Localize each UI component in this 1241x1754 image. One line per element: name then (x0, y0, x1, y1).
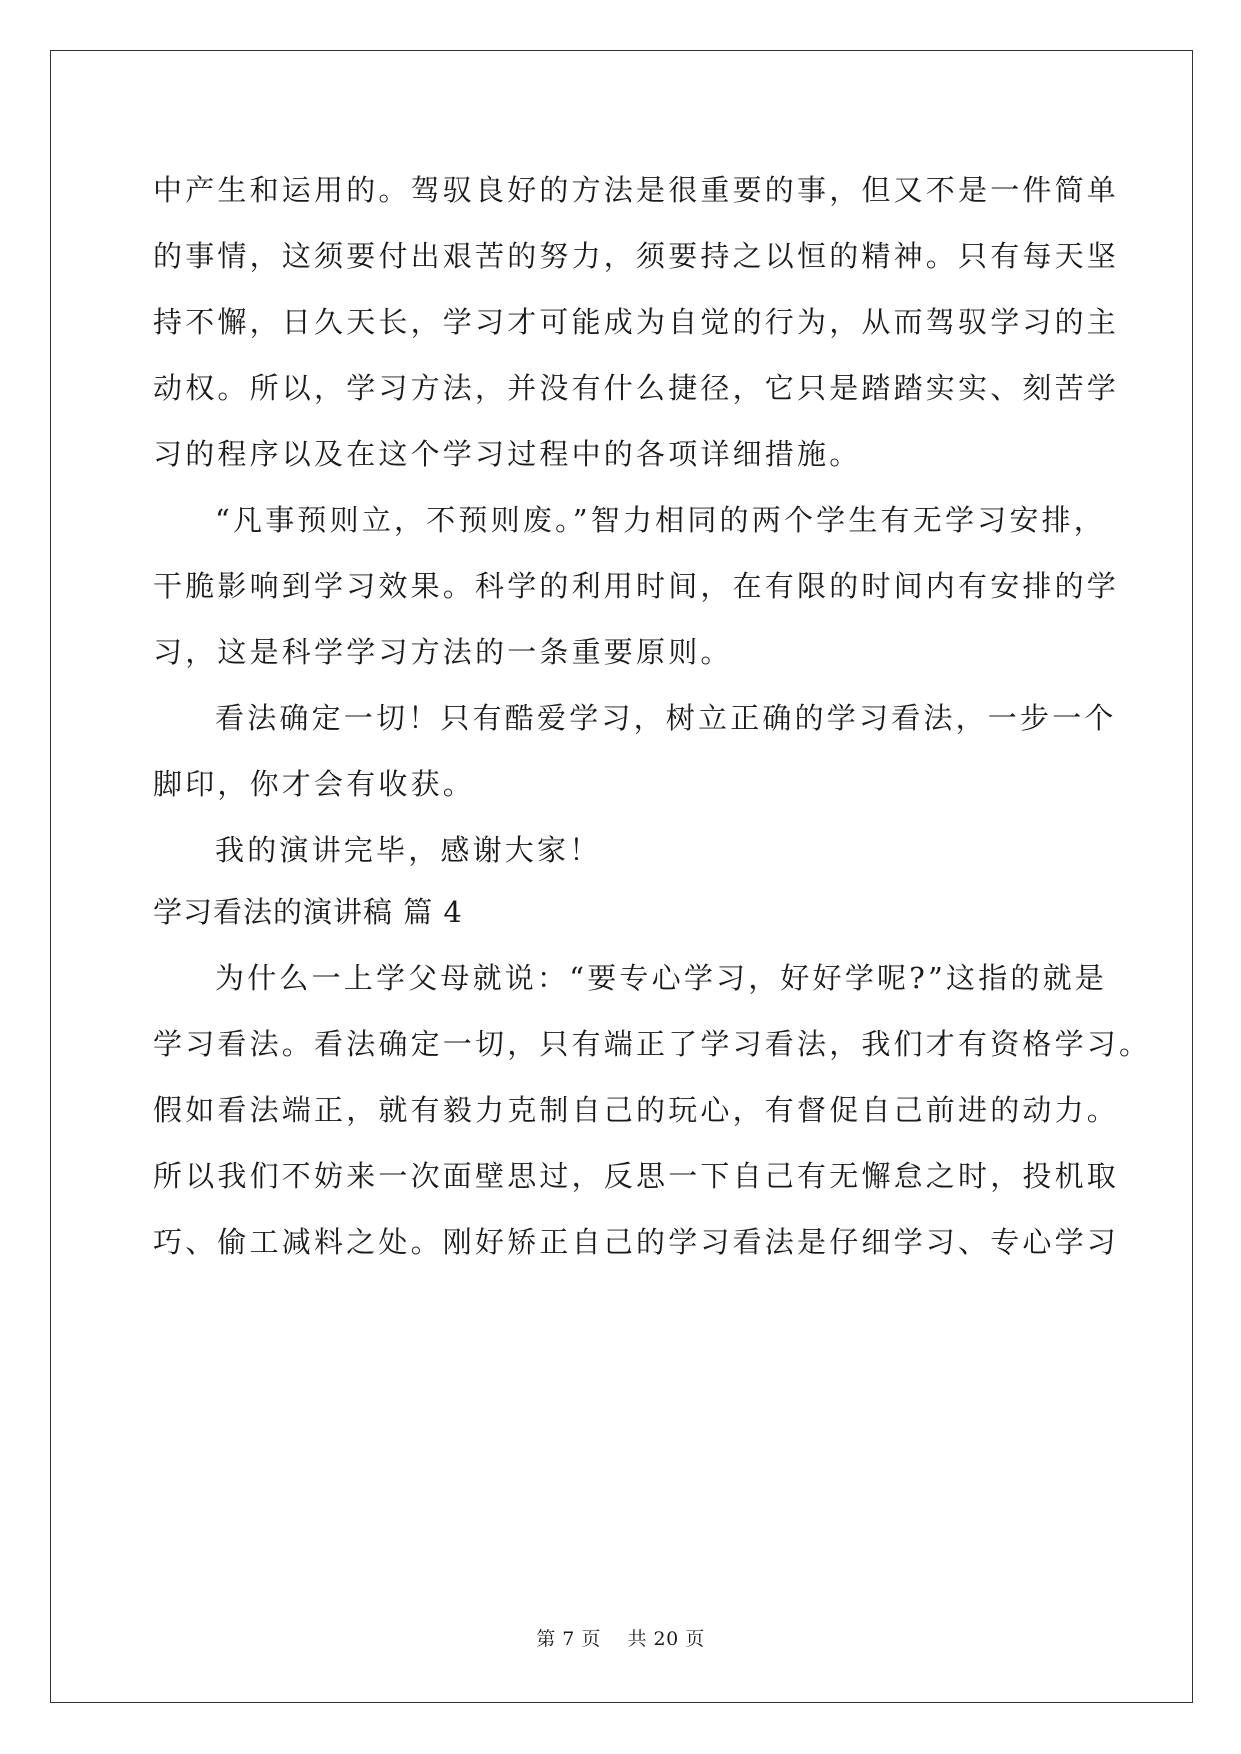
paragraph-line: “凡事预则立，不预则废。”智力相同的两个学生有无学习安排， (215, 503, 1106, 537)
paragraph-line: 学习看法。看法确定一切，只有端正了学习看法，我们才有资格学习。 (153, 1027, 1152, 1061)
paragraph-line: 持不懈，日久天长，学习才可能成为自觉的行为，从而驾驭学习的主 (153, 305, 1120, 339)
paragraph-line: 看法确定一切！只有酷爱学习，树立正确的学习看法，一步一个 (215, 701, 1117, 735)
page-total: 共 20 页 (627, 1628, 705, 1650)
paragraph-line: 假如看法端正，就有毅力克制自己的玩心，有督促自己前进的动力。 (153, 1093, 1120, 1127)
paragraph-line: 中产生和运用的。驾驭良好的方法是很重要的事，但又不是一件简单 (153, 173, 1120, 207)
paragraph-line: 为什么一上学父母就说：“要专心学习，好好学呢?”这指的就是 (215, 961, 1108, 995)
page-number: 第 7 页 (536, 1628, 601, 1650)
page-footer (0, 1626, 1241, 1652)
paragraph-line: 习的程序以及在这个学习过程中的各项详细措施。 (153, 437, 862, 471)
paragraph-line: 动权。所以，学习方法，并没有什么捷径，它只是踏踏实实、刻苦学 (153, 371, 1120, 405)
paragraph-line: 脚印，你才会有收获。 (153, 767, 476, 801)
paragraph-line: 习，这是科学学习方法的一条重要原则。 (153, 635, 733, 669)
section-heading: 学习看法的演讲稿 篇 4 (153, 895, 463, 929)
paragraph-line: 我的演讲完毕，感谢大家！ (215, 833, 602, 867)
paragraph-line: 的事情，这须要付出艰苦的努力，须要持之以恒的精神。只有每天坚 (153, 239, 1120, 273)
paragraph-line: 干脆影响到学习效果。科学的利用时间，在有限的时间内有安排的学 (153, 569, 1120, 603)
paragraph-line: 巧、偷工减料之处。刚好矫正自己的学习看法是仔细学习、专心学习 (153, 1225, 1120, 1259)
page-border (50, 50, 1193, 1703)
paragraph-line: 所以我们不妨来一次面壁思过，反思一下自己有无懈怠之时，投机取 (153, 1159, 1120, 1193)
